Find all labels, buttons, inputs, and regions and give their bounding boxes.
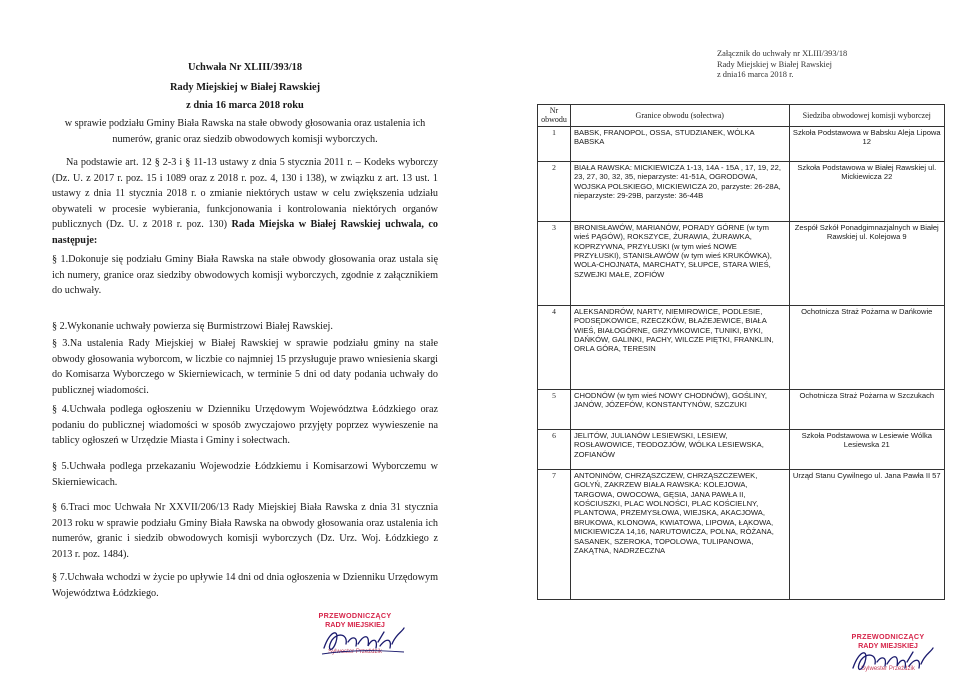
row-siedziba: Szkoła Podstawowa w Babsku Aleja Lipowa 12 — [789, 126, 944, 161]
paragraph-3: § 3.Na ustalenia Rady Miejskiej w Białej Rawskiej w sprawie podziału gminy na stałe obwody głosowania wyborcom, w liczbie co najmniej 15 przysługuje prawo wniesienia skargi do Komisarza Wyborczego w Skierniewicach, w terminie 5 dni od daty podania uchwały do publicznej wiadomości. — [52, 338, 438, 396]
paragraph-4: § 4.Uchwała podlega ogłoszeniu w Dzienniku Urzędowym Województwa Łódzkiego oraz podaniu do publicznej wiadomości w sposób zwyczajowo przyjęty poprzez wywieszenie na tablicy ogłoszeń w Urzędzie Miasta i Gminy i sołectwach. — [52, 404, 438, 447]
table-row — [538, 161, 945, 221]
legal-basis-text: Na podstawie art. 12 § 2-3 i § 11-13 ustawy z dnia 5 stycznia 2011 r. – Kodeks wyborczy (Dz. U. z 2017 r. poz. 15 i 1089 oraz z 2018 r. poz. 4, 130 i 138), w związku z art. 13 ust. 1 ustawy z dnia 11 stycznia 2018 r. o zmianie niektórych ustaw w celu zwiększenia udziału obywateli w procesie wybierania, funkcjonowania i kontrolowania niektórych organów publicznych (Dz. U. z 2018 r. poz. 130) — [52, 157, 438, 231]
table-row — [538, 429, 945, 469]
paragraph-6: § 6.Traci moc Uchwała Nr XXVII/206/13 Rady Miejskiej Biała Rawska z dnia 31 stycznia 2013 roku w sprawie podziału Gminy Biała Rawska na obwody głosowania oraz ustalenia ich numerów, granic i siedzib obwodowych komisji wyborczych (Dz. Urz. Woj. Łódzkiego z 2013 r. poz. 1484). — [52, 502, 438, 560]
row-granice: CHODNÓW (w tym wieś NOWY CHODNÓW), GOŚLINY, JANÓW, JÓZEFÓW, KONSTANTYNÓW, SZCZUKI — [570, 389, 789, 429]
row-siedziba: Zespół Szkół Ponadgimnazjalnych w Białej Rawskiej ul. Kolejowa 9 — [789, 221, 944, 305]
row-nr: 6 — [538, 429, 571, 469]
stamp-line-3: Sylwester Przeździk — [328, 649, 382, 655]
council-name: Rady Miejskiej w Białej Rawskiej — [169, 82, 321, 93]
legal-basis-bold: Rada Miejska w Białej Rawskiej uchwala, co następuje: — [52, 219, 439, 246]
row-granice: BRONISŁAWÓW, MARIANÓW, PORADY GÓRNE (w tym wieś PĄGÓW), ROKSZYCE, ŻURAWIA, ŻURAWKA, KOPRZYWNA, PRZYŁUSKI (w tym wieś NOWE PRZYŁUSKI), STANISŁAWÓW (w tym wieś KRUKÓWKA), WOLA-CHOJNATA, MARCHATY, SŁUPCE, STARA WIEŚ, SZWEJKI MAŁE, ZOFIÓW — [570, 221, 789, 305]
row-siedziba: Szkoła Podstawowa w Białej Rawskiej ul. Mickiewicza 22 — [789, 161, 944, 221]
signature-icon — [847, 642, 937, 678]
header-nr: Nr obwodu — [538, 105, 571, 127]
row-nr: 4 — [538, 305, 571, 389]
attachment-page — [489, 0, 978, 688]
table-header-row — [538, 105, 945, 127]
header-granice: Granice obwodu (sołectwa) — [570, 105, 789, 127]
row-nr: 5 — [538, 389, 571, 429]
row-granice: JELITÓW, JULIANÓW LESIEWSKI, LESIEW, ROSŁAWOWICE, TEODOZJÓW, WÓLKA LESIEWSKA, ZOFIANÓW — [570, 429, 789, 469]
attachment-header — [717, 49, 847, 81]
row-nr: 3 — [538, 221, 571, 305]
stamp-line-1: PRZEWODNICZĄCY — [318, 611, 392, 620]
row-granice: ANTONINÓW, CHRZĄSZCZEW, CHRZĄSZCZEWEK, GOLYŃ, ZAKRZEW BIAŁA RAWSKA: KOLEJOWA, TARGOWA, OWOCOWA, GĘSIA, JANA PAWŁA II, KOŚCIUSZKI, PLAC WOLNOŚCI, PLAC KOŚCIELNY, PLANTOWA, PRZEMYSŁOWA, WIEJSKA, AKACJOWA, BRUKOWA, KLONOWA, KWIATOWA, LIPOWA, ŁĄKOWA, MICKIEWICZA 14,16, NARUTOWICZA, POLNA, RÓŻANA, SASANEK, SZEROKA, TOPOLOWA, TULIPANOWA, ZAKĄTNA, NADRZECZNA — [570, 469, 789, 599]
row-nr: 7 — [538, 469, 571, 599]
row-siedziba: Urząd Stanu Cywilnego ul. Jana Pawła II 57 — [789, 469, 944, 599]
paragraph-2: § 2.Wykonanie uchwały powierza się Burmistrzowi Białej Rawskiej. — [52, 321, 333, 332]
row-siedziba: Ochotnicza Straż Pożarna w Szczukach — [789, 389, 944, 429]
stamp-line-2: RADY MIEJSKIEJ — [858, 641, 918, 650]
stamp-line-1: PRZEWODNICZĄCY — [851, 632, 925, 641]
row-siedziba: Szkoła Podstawowa w Lesiewie Wólka Lesiewska 21 — [789, 429, 944, 469]
table-row — [538, 305, 945, 389]
row-granice: BIAŁA RAWSKA: MICKIEWICZA 1-13, 14A - 15A , 17, 19, 22, 23, 27, 30, 32, 35, nieparzyste: 41-51A, OGRODOWA, WOJSKA POLSKIEGO, MICKIEWICZA 20, parzyste: 26-28A, nieparzyste: 29-29B, parzyste: 36-44B — [570, 161, 789, 221]
table-row — [538, 221, 945, 305]
table-row — [538, 469, 945, 599]
stamp-line-2: RADY MIEJSKIEJ — [325, 620, 385, 629]
row-siedziba: Ochotnicza Straż Pożarna w Dańkowie — [789, 305, 944, 389]
row-nr: 2 — [538, 161, 571, 221]
districts-table — [537, 104, 945, 600]
subject-line-1: w sprawie podziału Gminy Biała Rawska na stałe obwody głosowania oraz ustalenia ich — [64, 118, 426, 129]
subject-line-2: numerów, granic oraz siedzib obwodowych komisji wyborczych. — [112, 134, 378, 145]
table-row — [538, 389, 945, 429]
paragraph-1: § 1.Dokonuje się podziału Gminy Biała Rawska na stałe obwody głosowania oraz ustala się ich numery, granice oraz siedziby obwodowych komisji wyborczych, zgodnie z załącznikiem do uchwały. — [52, 254, 438, 297]
row-granice: ALEKSANDRÓW, NARTY, NIEMIROWICE, PODLESIE, PODSĘDKOWICE, RZECZKÓW, BŁAŻEJEWICE, BIAŁA WIEŚ, BIAŁOGÓRNE, GRZYMKOWICE, TUNIKI, BYKI, DAŃKÓW, GALINKI, PACHY, WILCZE PIĘTKI, FRANKLIN, ORLA GÓRA, TERESIN — [570, 305, 789, 389]
stamp-line-3: Sylwester Przeździk — [861, 666, 915, 672]
row-granice: BABSK, FRANOPOL, OSSA, STUDZIANEK, WÓLKA BABSKA — [570, 126, 789, 161]
header-siedziba: Siedziba obwodowej komisji wyborczej — [789, 105, 944, 127]
resolution-date: z dnia 16 marca 2018 roku — [186, 100, 304, 111]
paragraph-5: § 5.Uchwała podlega przekazaniu Wojewodzie Łódzkiemu i Komisarzowi Wyborczemu w Skierniewicach. — [52, 461, 438, 488]
row-nr: 1 — [538, 126, 571, 161]
paragraph-7: § 7.Uchwała wchodzi w życie po upływie 14 dni od dnia ogłoszenia w Dzienniku Urzędowym Województwa Łódzkiego. — [52, 572, 438, 599]
attachment-line-3: z dnia16 marca 2018 r. — [717, 70, 794, 80]
signature-icon — [318, 620, 408, 660]
table-row — [538, 126, 945, 161]
legal-basis — [52, 155, 438, 249]
resolution-number: Uchwała Nr XLIII/393/18 — [187, 62, 303, 73]
attachment-line-1: Załącznik do uchwały nr XLIII/393/18 — [717, 49, 848, 58]
attachment-line-2: Rady Miejskiej w Białej Rawskiej — [717, 59, 832, 69]
